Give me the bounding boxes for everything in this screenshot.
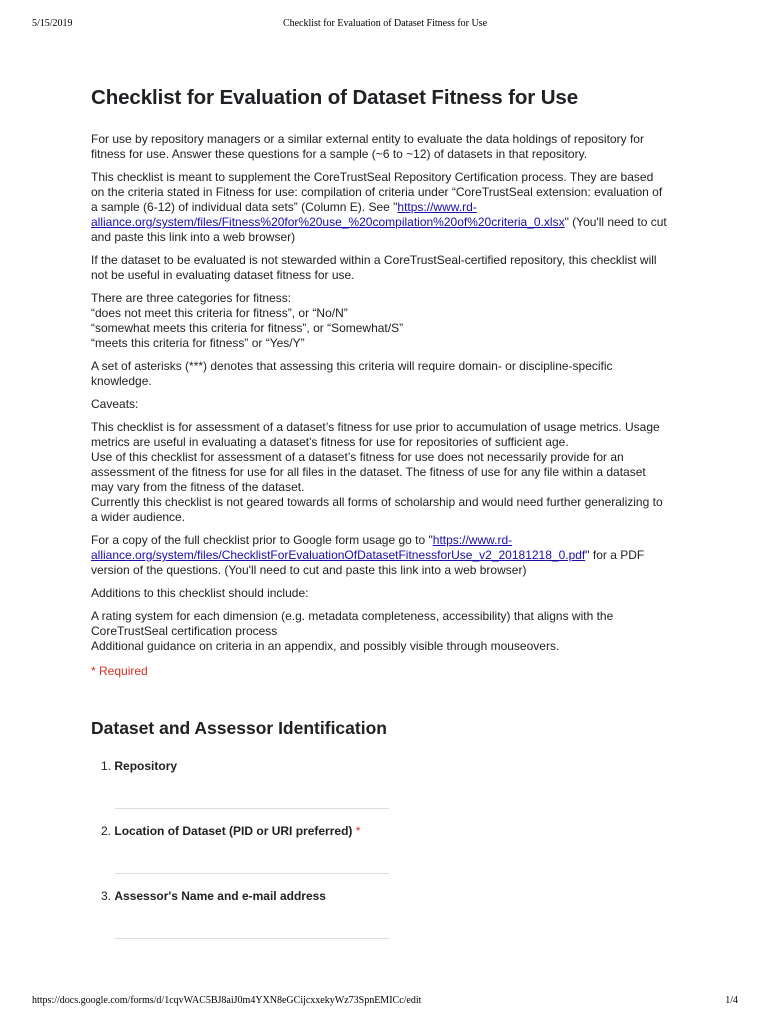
page-number: 1/4 — [725, 995, 738, 1006]
fitness-criteria-link[interactable]: https://www.rd-alliance.org/system/files/Fitness%20for%20use_%20compilation%20of%20criteria_0.xlsx — [91, 200, 565, 229]
required-asterisk: * — [355, 824, 361, 838]
description-paragraph-8 — [91, 533, 667, 578]
description-line: A rating system for each dimension (e.g. metadata completeness, accessibility) that aligns with the CoreTrustSeal certification process — [91, 609, 614, 638]
page-url: https://docs.google.com/forms/d/1cqvWAC5BJ8aiJ0m4YXN8eGCijcxxekyWz73SpnEMICc/edit — [32, 995, 422, 1006]
description-line: Use of this checklist for assessment of a dataset’s fitness for use does not necessarily provide for an assessment of the fitness for use for all files in the dataset. The fitness of use for any file within a dataset may vary from the fitness of the dataset. — [91, 450, 646, 494]
print-title: Checklist for Evaluation of Dataset Fitness for Use — [282, 18, 488, 29]
print-footer — [32, 995, 738, 1006]
question-number: 1. — [101, 759, 112, 773]
required-note: * Required — [91, 664, 148, 678]
assessor-input[interactable] — [115, 920, 389, 939]
repository-input[interactable] — [115, 790, 389, 809]
section-title: Dataset and Assessor Identification — [91, 718, 387, 738]
description-line: Currently this checklist is not geared towards all forms of scholarship and would need further generalizing to a wider audience. — [91, 495, 663, 524]
question-text: Assessor's Name and e-mail address — [114, 889, 326, 903]
description-paragraph-3: If the dataset to be evaluated is not stewarded within a CoreTrustSeal-certified repository, this checklist will not be useful in evaluating dataset fitness for use. — [91, 253, 657, 282]
form-description — [91, 132, 667, 654]
description-text: " for a PDF version of the questions. (You'll need to cut and paste this link into a web browser) — [91, 548, 645, 577]
description-paragraph-2 — [91, 170, 667, 245]
print-date: 5/15/2019 — [32, 18, 73, 29]
checklist-pdf-link[interactable]: https://www.rd-alliance.org/system/files/ChecklistForEvaluationOfDatasetFitnessforUse_v2_20181218_0.pdf — [91, 533, 586, 562]
question-repository — [101, 759, 667, 824]
description-line: There are three categories for fitness: — [91, 291, 292, 305]
description-paragraph-4 — [91, 291, 667, 351]
question-text: Repository — [114, 759, 178, 773]
description-paragraph-10 — [91, 609, 667, 654]
description-text: For a copy of the full checklist prior to Google form usage go to " — [91, 533, 433, 547]
description-line: “does not meet this criteria for fitness”, or “No/N” — [91, 306, 348, 320]
description-line: Additional guidance on criteria in an appendix, and possibly visible through mouseovers. — [91, 639, 560, 653]
dataset-location-input[interactable] — [115, 855, 389, 874]
description-line: “meets this criteria for fitness” or “Yes/Y” — [91, 336, 305, 350]
question-number: 3. — [101, 889, 112, 903]
description-paragraph-6: Caveats: — [91, 397, 139, 411]
description-line: This checklist is for assessment of a dataset’s fitness for use prior to accumulation of usage metrics. Usage metrics are useful in evaluating a dataset's fitness for use for repositories of sufficient age. — [91, 420, 660, 449]
question-text: Location of Dataset (PID or URI preferred) — [114, 824, 353, 838]
description-line: “somewhat meets this criteria for fitness”, or “Somewhat/S” — [91, 321, 404, 335]
description-paragraph-9: Additions to this checklist should include: — [91, 586, 309, 600]
question-dataset-location — [101, 824, 667, 889]
form-content — [91, 86, 667, 954]
form-title: Checklist for Evaluation of Dataset Fitness for Use — [91, 86, 579, 109]
description-paragraph-7 — [91, 420, 667, 525]
description-text: " (You'll need to cut and paste this link into a web browser) — [91, 215, 667, 244]
description-paragraph-1: For use by repository managers or a similar external entity to evaluate the data holdings of repository for fitness for use. Answer these questions for a sample (~6 to ~12) of datasets in that repository. — [91, 132, 644, 161]
description-text: This checklist is meant to supplement the CoreTrustSeal Repository Certification process. They are based on the criteria stated in Fitness for use: compilation of criteria under “CoreTrustSeal extension: evaluation of a sample (6-12) of individual data sets” (Column E). See " — [91, 170, 663, 214]
question-label — [101, 759, 667, 774]
question-label — [101, 889, 667, 904]
description-paragraph-5: A set of asterisks (***) denotes that assessing this criteria will require domain- or discipline-specific knowledge. — [91, 359, 613, 388]
question-label — [101, 824, 667, 839]
question-number: 2. — [101, 824, 112, 838]
question-assessor — [101, 889, 667, 954]
